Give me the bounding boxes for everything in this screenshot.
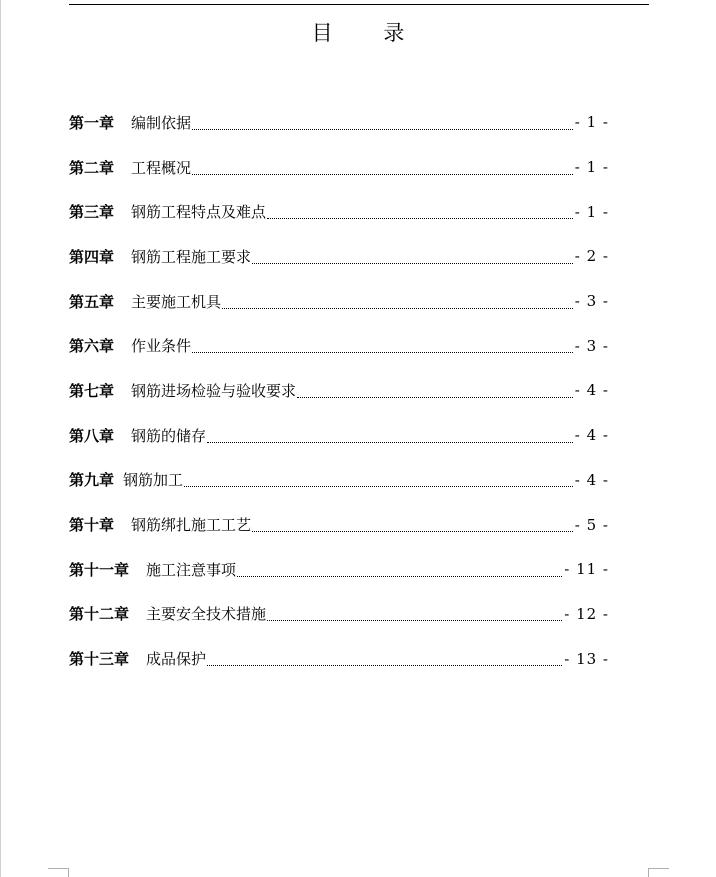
toc-page-number: - 1 - (574, 202, 609, 221)
toc-dot-leader (252, 263, 573, 264)
toc-entry-12[interactable] (69, 592, 609, 637)
toc-entry-5[interactable] (69, 279, 609, 324)
toc-page-number: - 1 - (574, 113, 609, 132)
toc-chapter-title: 编制依据 (131, 113, 192, 132)
toc-page-number: - 3 - (574, 292, 609, 311)
toc-page-number: - 4 - (574, 470, 609, 489)
toc-page-number: - 2 - (574, 247, 609, 266)
toc-page-number: - 4 - (574, 426, 609, 445)
toc-dot-leader (184, 486, 573, 487)
toc-entry-4[interactable] (69, 234, 609, 279)
toc-chapter-title: 成品保护 (146, 650, 207, 669)
toc-chapter-number: 第十二章 (69, 605, 130, 624)
toc-page-number: - 3 - (574, 336, 609, 355)
toc-entry-3[interactable] (69, 189, 609, 234)
toc-chapter-title: 钢筋加工 (123, 471, 184, 490)
table-of-contents (69, 100, 609, 681)
toc-chapter-number: 第十三章 (69, 650, 130, 669)
toc-entry-6[interactable] (69, 323, 609, 368)
toc-dot-leader (192, 352, 573, 353)
toc-chapter-title: 钢筋工程施工要求 (131, 247, 252, 266)
page-corner-mark-right (648, 868, 669, 877)
toc-entry-9[interactable] (69, 458, 609, 503)
toc-chapter-title: 工程概况 (131, 158, 192, 177)
toc-chapter-title: 钢筋工程特点及难点 (131, 203, 267, 222)
toc-entry-7[interactable] (69, 368, 609, 413)
toc-chapter-title: 钢筋进场检验与验收要求 (131, 381, 297, 400)
toc-entry-1[interactable] (69, 100, 609, 145)
toc-chapter-title: 钢筋的储存 (131, 426, 207, 445)
toc-chapter-number: 第九章 (69, 471, 115, 490)
toc-entry-8[interactable] (69, 413, 609, 458)
toc-dot-leader (207, 442, 573, 443)
toc-entry-2[interactable] (69, 145, 609, 190)
header-rule (69, 4, 649, 5)
toc-entry-13[interactable] (69, 636, 609, 681)
toc-chapter-number: 第七章 (69, 381, 115, 400)
toc-dot-leader (192, 129, 573, 130)
toc-page-number: - 11 - (564, 560, 609, 579)
toc-chapter-number: 第二章 (69, 158, 115, 177)
toc-dot-leader (297, 397, 573, 398)
toc-chapter-number: 第十章 (69, 516, 115, 535)
toc-chapter-number: 第一章 (69, 113, 115, 132)
toc-chapter-number: 第六章 (69, 337, 115, 356)
toc-chapter-number: 第四章 (69, 247, 115, 266)
toc-title: 目 录 (311, 21, 427, 45)
toc-dot-leader (237, 576, 562, 577)
toc-chapter-title: 作业条件 (131, 337, 192, 356)
toc-page-number: - 13 - (564, 649, 609, 668)
toc-chapter-number: 第三章 (69, 203, 115, 222)
toc-page-number: - 1 - (574, 158, 609, 177)
toc-chapter-number: 第五章 (69, 292, 115, 311)
toc-dot-leader (192, 174, 573, 175)
toc-entry-11[interactable] (69, 547, 609, 592)
toc-entry-10[interactable] (69, 502, 609, 547)
page-left-edge (0, 0, 1, 877)
toc-dot-leader (252, 531, 573, 532)
toc-chapter-title: 施工注意事项 (146, 560, 237, 579)
toc-chapter-title: 主要施工机具 (131, 292, 222, 311)
toc-dot-leader (267, 620, 562, 621)
toc-chapter-number: 第八章 (69, 426, 115, 445)
toc-chapter-number: 第十一章 (69, 560, 130, 579)
toc-page-number: - 4 - (574, 381, 609, 400)
toc-chapter-title: 钢筋绑扎施工工艺 (131, 516, 252, 535)
page-corner-mark-left (48, 868, 69, 877)
toc-page-number: - 12 - (564, 604, 609, 623)
toc-dot-leader (222, 308, 573, 309)
toc-dot-leader (207, 665, 562, 666)
toc-page-number: - 5 - (574, 515, 609, 534)
toc-dot-leader (267, 218, 573, 219)
toc-chapter-title: 主要安全技术措施 (146, 605, 267, 624)
